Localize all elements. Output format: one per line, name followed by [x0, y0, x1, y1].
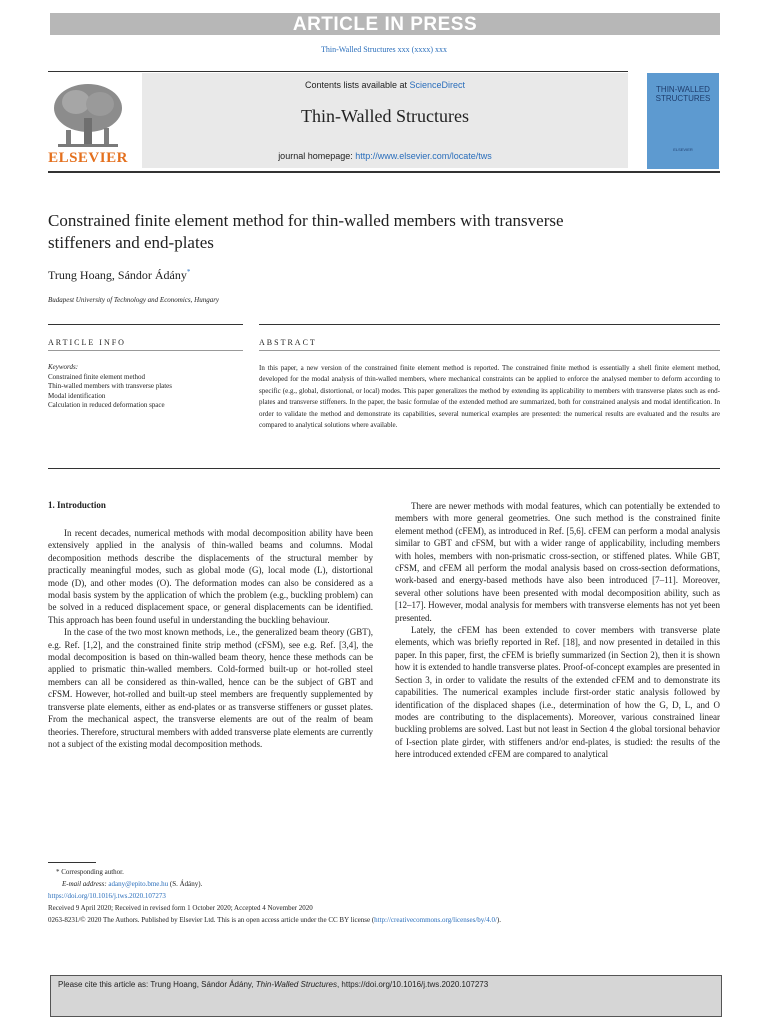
- footnotes: [48, 866, 720, 926]
- homepage-line: [142, 151, 628, 161]
- corresponding-author-link[interactable]: *: [186, 268, 191, 276]
- email-link[interactable]: adany@epito.bme.hu: [108, 880, 169, 888]
- citation-journal: Thin-Walled Structures: [255, 980, 337, 989]
- keyword-item: Thin-walled members with transverse plates: [48, 382, 173, 390]
- email-line: [48, 878, 720, 890]
- received-dates: Received 9 April 2020; Received in revised form 1 October 2020; Accepted 4 November 2020: [48, 904, 313, 912]
- footnote-rule: [48, 862, 96, 863]
- keywords-label: Keywords:: [48, 363, 79, 371]
- header-top-rule: [48, 71, 628, 72]
- license-link[interactable]: http://creativecommons.org/licenses/by/4.0/: [374, 916, 497, 924]
- citation-suffix: , https://doi.org/10.1016/j.tws.2020.107273: [336, 980, 489, 989]
- affiliation: Budapest University of Technology and Economics, Hungary: [48, 296, 220, 304]
- publisher-name: ELSEVIER: [48, 150, 128, 166]
- article-info-heading: ARTICLE INFO: [48, 338, 126, 347]
- abstract-rule: [259, 324, 720, 325]
- abstract-text: In this paper, a new version of the constrained finite element method is reported. The constrained finite method is essentially a shell finite element method, developed for the modal analysis of thin-walled members, where mechanical constraints can be applied to enforce the analysed member to deform according to specific (e.g., global, distortional, or local) modes. This paper generalizes the method by extending its applicability to members with transverse plates such as end-plates and transverse stiffeners. In the paper, the basic formulae of the extended method are summarized, both for constrained analysis and modal identification. In order to validate the method and demonstrate its capabilities, several numerical examples are presented: the numerical results are evaluated and the results are compared to analytical solutions where available.: [259, 364, 720, 430]
- license-prefix: 0263-8231/© 2020 The Authors. Published by Elsevier Ltd. This is an open access article under the CC BY license (: [48, 916, 375, 924]
- authors: Trung Hoang, Sándor Ádány: [48, 268, 187, 282]
- homepage-prefix: journal homepage:: [278, 151, 356, 161]
- citation-prefix: Please cite this article as: Trung Hoang, Sándor Ádány,: [58, 980, 256, 989]
- citation-text: [58, 980, 713, 989]
- left-column: [48, 527, 373, 750]
- article-info-rule: [48, 324, 243, 325]
- journal-cover-image: [647, 73, 719, 169]
- paragraph: In recent decades, numerical methods with modal decomposition ability have been extensively applied in the analysis of thin-walled beams and columns. Modal decomposition methods describe the displacements of the structural member by practically meaningful modes, such as global mode (G), local mode (L), distortional mode (D), and other modes (O). The deformation modes can also be considered as a modal basis system by the application of which the problem (e.g., buckling problem) can be solved in a reduced displacement space, or general displacements can be identified. This approach has been found useful in understanding the buckling behaviour.: [48, 528, 373, 625]
- paragraph: There are newer methods with modal features, which can potentially be extended to members with more general geometries. One such method is the constrained finite element method (cFEM), as introduced in Ref. [5,6]. cFEM can perform a modal analysis similar to GBT and cFSM, but with a wider range of applicability, including members with holes, members with non-prismatic cross-section, or stiffened plates. While GBT, cFSM, and cFEM all perform the modal analysis based on cross-section deformations, work-based and energy-based methods have also been introduced [7–11]. Moreover, several other solutions have been presented with modal decomposition ability, such as [12–17]. However, modal analysis for members with transverse elements has not yet been presented.: [395, 501, 720, 623]
- abstract-end-rule: [48, 468, 720, 469]
- section-title: 1. Introduction: [48, 500, 106, 510]
- license-line: [48, 914, 720, 926]
- cover-title: THIN-WALLED STRUCTURES: [655, 85, 711, 103]
- email-label: E-mail address:: [62, 880, 109, 888]
- journal-reference[interactable]: Thin-Walled Structures xxx (xxxx) xxx: [321, 45, 447, 54]
- homepage-link[interactable]: http://www.elsevier.com/locate/tws: [355, 151, 492, 161]
- article-info-subrule: [48, 350, 243, 351]
- abstract-subrule: [259, 350, 720, 351]
- right-column: [395, 500, 720, 761]
- corresponding-author-note: * Corresponding author.: [56, 868, 124, 876]
- keywords-list: [48, 363, 248, 411]
- header-bottom-rule: [48, 171, 720, 173]
- contents-line: [142, 80, 628, 90]
- paragraph: Lately, the cFEM has been extended to cover members with transverse plate elements, which was briefly reported in Ref. [18], and now presented in detailed in this paper. In this paper, first, the cFEM is briefly summarized (in Section 2), then it is shown how it is extended to handle transverse plates. Proof-of-concept examples are presented in Section 3, in order to validate the results of the extended cFEM and to demonstrate its capabilities. The numerical examples include first-order static analysis followed by identification of the displaced shapes (i.e., determination of how the G, D, L, and O modes are contributing to the displacements). Moreover, various constrained linear buckling problems are solved. Last but not least in Section 4 the global torsional behavior of I-section plate girder, with stiffeners and/or end-plates, is studied: the results of the here introduced extended cFEM are compared to analytical: [395, 625, 720, 760]
- email-suffix: (S. Ádány).: [168, 880, 203, 888]
- article-title: Constrained finite element method for thin-walled members with transverse stiffeners and end-plates: [48, 211, 564, 252]
- sciencedirect-link[interactable]: ScienceDirect: [409, 80, 466, 90]
- author-list: [48, 268, 190, 283]
- paragraph: In the case of the two most known methods, i.e., the generalized beam theory (GBT), e.g. Ref. [1,2], and the constrained finite strip method (cFSM), see e.g. Ref. [3,4], the modal decomposition is based on thin-walled beam theory, hence these methods can be applied to prismatic thin-walled members. Cold-formed built-up or hot-rolled steel members can all be considered as thin-walled, hence can be the subject of GBT and cFSM. However, hot-rolled and built-up steel members are frequently supplemented by transverse plate elements, either as end-plates or as transverse stiffeners or gusset plates. From the mechanical aspect, the transverse elements are out of the realm of beam theories. Therefore, structural members with added transverse plate elements are currently not a subject of the existing modal decomposition methods.: [48, 627, 373, 749]
- journal-title: Thin-Walled Structures: [300, 106, 469, 126]
- keyword-item: Calculation in reduced deformation space: [48, 401, 165, 409]
- abstract-heading: ABSTRACT: [259, 338, 317, 347]
- cover-publisher: ELSEVIER: [673, 147, 693, 152]
- doi-link[interactable]: https://doi.org/10.1016/j.tws.2020.107273: [48, 892, 166, 900]
- license-suffix: ).: [496, 916, 502, 924]
- article-in-press-banner: ARTICLE IN PRESS: [50, 13, 720, 35]
- keyword-item: Constrained finite element method: [48, 372, 146, 381]
- keyword-item: Modal identification: [48, 391, 106, 400]
- contents-prefix: Contents lists available at: [304, 80, 410, 90]
